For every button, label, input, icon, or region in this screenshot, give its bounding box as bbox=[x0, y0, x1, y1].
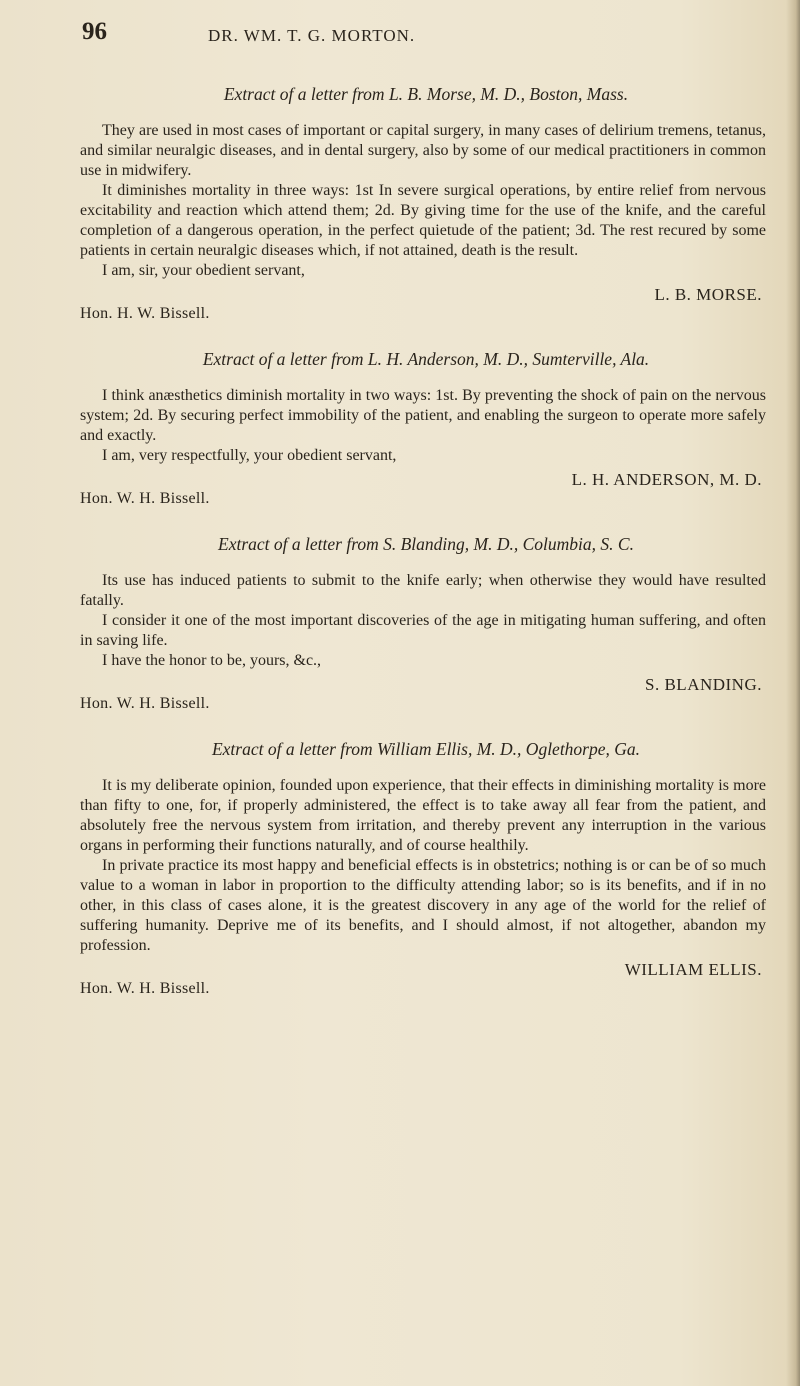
letter-extract bbox=[80, 534, 766, 713]
letter-recipient: Hon. H. W. Bissell. bbox=[80, 305, 210, 322]
letter-paragraph: They are used in most cases of important or capital surgery, in many cases of delirium tremens, tetanus, and similar neuralgic diseases, and in dental surgery, also by some of our medical practitioners in common use in midwifery. bbox=[80, 122, 766, 179]
letter-heading: Extract of a letter from William Ellis, M. D., Oglethorpe, Ga. bbox=[211, 739, 641, 759]
page-body bbox=[80, 84, 766, 1024]
letter-paragraph: I consider it one of the most important discoveries of the age in mitigating human suffering, and often in saving life. bbox=[80, 612, 766, 649]
letter-signoff: I am, sir, your obedient servant, bbox=[102, 262, 305, 279]
letter-paragraph: I think anæsthetics diminish mortality in two ways: 1st. By preventing the shock of pain on the nervous system; 2d. By securing perfect immobility of the patient, and enabling the surgeon to operate more safely and exactly. bbox=[80, 387, 766, 444]
letter-signature: L. H. ANDERSON, M. D. bbox=[571, 470, 762, 489]
letter-heading: Extract of a letter from S. Blanding, M. D., Columbia, S. C. bbox=[218, 534, 634, 554]
letter-paragraph: Its use has induced patients to submit to the knife early; when otherwise they would have resulted fatally. bbox=[80, 572, 766, 609]
letter-extract bbox=[80, 84, 766, 323]
running-head-title: DR. WM. T. G. MORTON. bbox=[208, 26, 416, 45]
letter-recipient: Hon. W. H. Bissell. bbox=[80, 695, 210, 712]
letter-signature: L. B. MORSE. bbox=[654, 285, 762, 304]
letter-signature: S. BLANDING. bbox=[645, 675, 762, 694]
letter-signoff: I have the honor to be, yours, &c., bbox=[102, 652, 322, 669]
page-number: 96 bbox=[82, 18, 107, 45]
letter-recipient: Hon. W. H. Bissell. bbox=[80, 980, 210, 997]
letter-recipient: Hon. W. H. Bissell. bbox=[80, 490, 210, 507]
letter-heading: Extract of a letter from L. B. Morse, M. D., Boston, Mass. bbox=[223, 84, 629, 104]
running-head bbox=[82, 18, 722, 52]
letter-signature: WILLIAM ELLIS. bbox=[624, 960, 762, 979]
letter-paragraph: It is my deliberate opinion, founded upon experience, that their effects in diminishing mortality is more than fifty to one, for, if properly administered, the effect is to take away all fear from the patient, and absolutely free the nervous system from irritation, and thereby prevent any interruption in the various organs in performing their functions naturally, and of course healthily. bbox=[80, 777, 766, 854]
letter-heading: Extract of a letter from L. H. Anderson, M. D., Sumterville, Ala. bbox=[202, 349, 650, 369]
letter-extract bbox=[80, 739, 766, 998]
letter-extract bbox=[80, 349, 766, 508]
letter-paragraph: It diminishes mortality in three ways: 1st In severe surgical operations, by entire relief from nervous excitability and reaction which attend them; 2d. By giving time for the use of the knife, and the careful completion of a dangerous operation, in the perfect quietude of the patient; 3d. The rest recured by some patients in certain neuralgic diseases which, if not attained, death is the result. bbox=[80, 182, 766, 259]
page-edge-shadow bbox=[786, 0, 800, 1386]
letter-signoff: I am, very respectfully, your obedient servant, bbox=[102, 447, 397, 464]
letter-paragraph: In private practice its most happy and beneficial effects is in obstetrics; nothing is or can be of so much value to a woman in labor in proportion to the difficulty attending labor; so is its benefits, and if in no other, in this class of cases alone, it is the greatest discovery in any age of the world for the relief of suffering humanity. Deprive me of its benefits, and I should almost, if not altogether, abandon my profession. bbox=[80, 857, 766, 954]
